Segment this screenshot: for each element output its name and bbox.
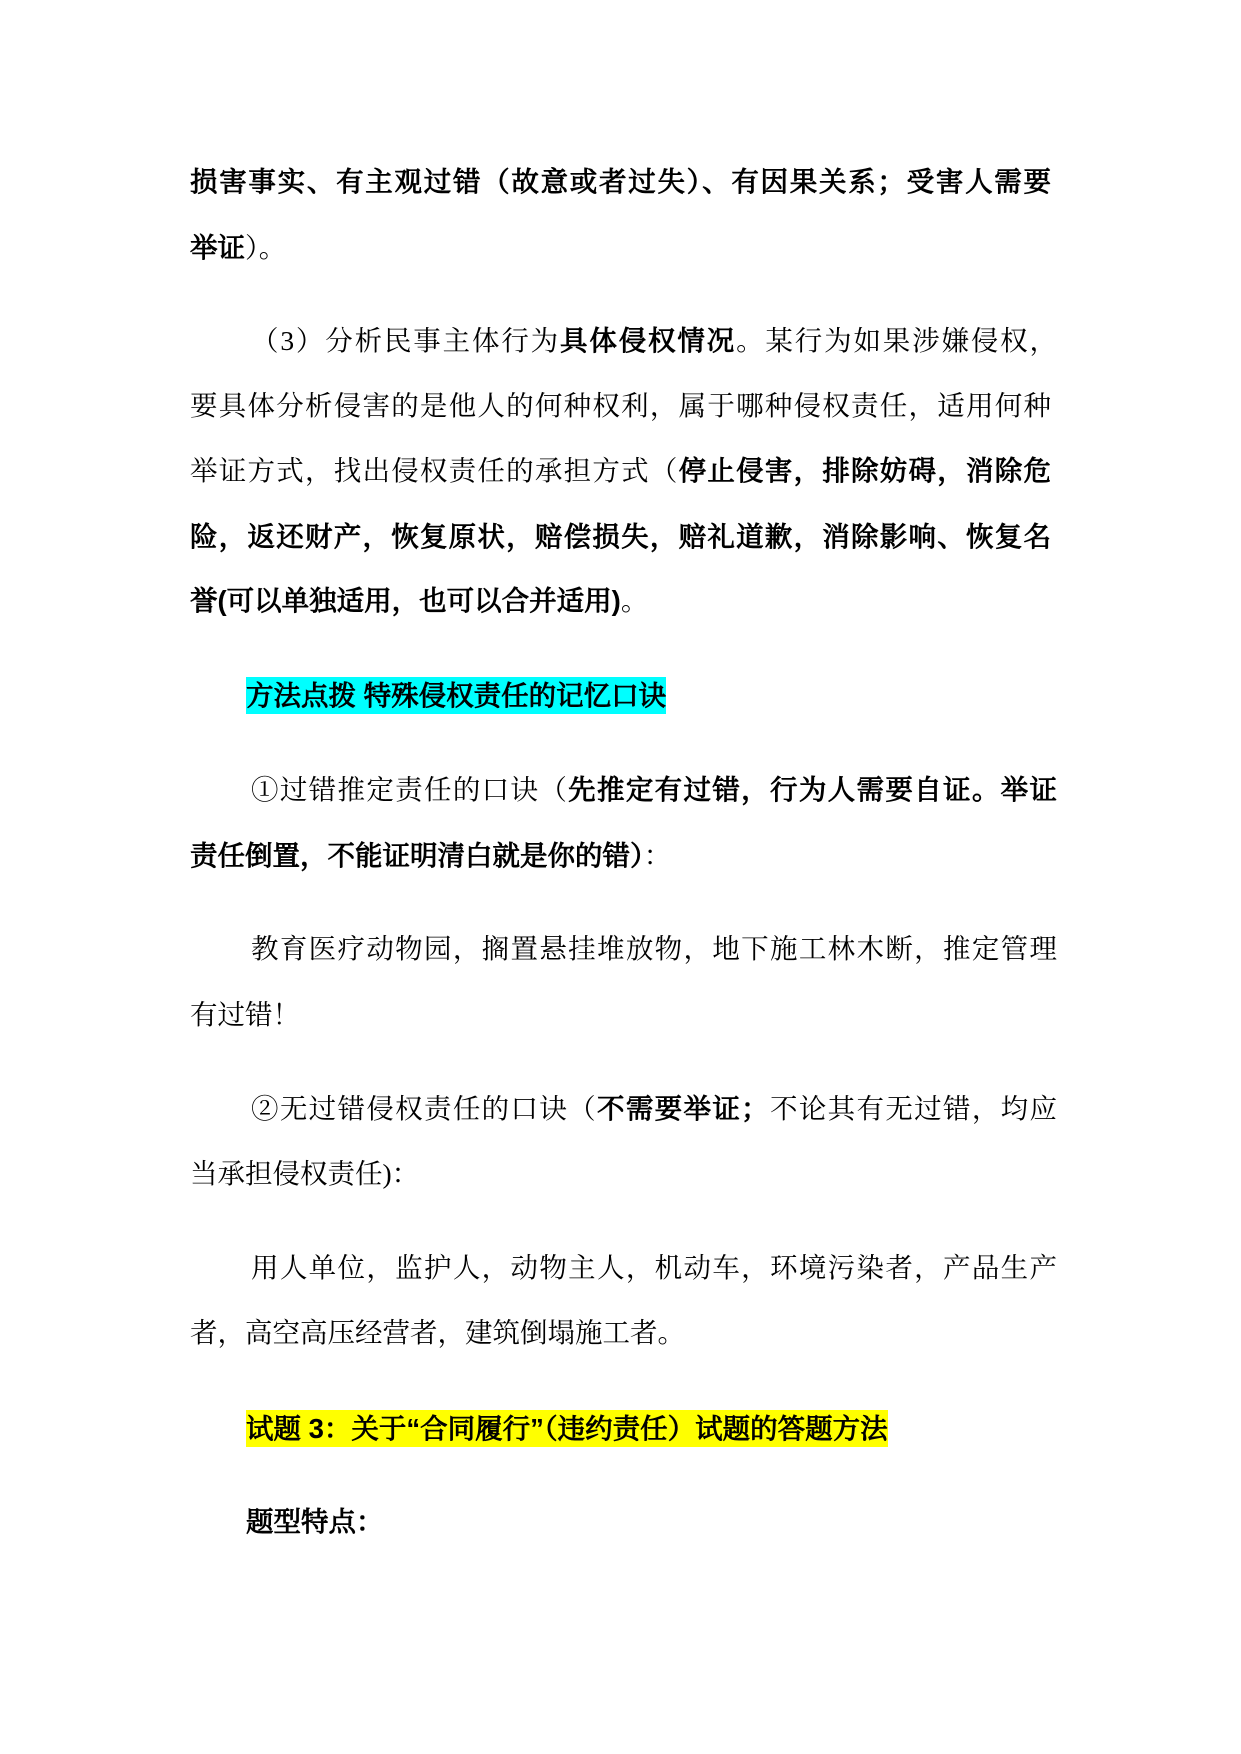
- body-text: ②无过错侵权责任的口诀（: [251, 1093, 597, 1124]
- text-line: [190, 997, 1051, 1033]
- text-line: [190, 1315, 1051, 1351]
- bold-text: 险，返还财产，恢复原状，赔偿损失，赔礼道歉，消除影响、恢复名: [190, 521, 1051, 552]
- bold-text: 具体侵权情况: [560, 325, 737, 356]
- highlighted-heading: 试题 3：关于“合同履行”（违约责任）试题的答题方法: [246, 1410, 888, 1447]
- bold-text: 责任倒置，不能证明清白就是你的错）: [190, 840, 644, 871]
- text-line: [190, 164, 1051, 200]
- body-text: ：: [643, 840, 672, 871]
- bold-text: 举证: [190, 232, 245, 263]
- body-text: ①过错推定责任的口诀（: [251, 774, 569, 805]
- text-line: [251, 1250, 1057, 1286]
- bold-text: 誉(可以单独适用，也可以合并适用): [190, 585, 621, 616]
- text-line: [251, 772, 1057, 808]
- section-heading: [246, 677, 1146, 713]
- subheading: [246, 1504, 1046, 1540]
- text-line: [190, 519, 1051, 555]
- body-text: 不论其有无过错，均应: [768, 1093, 1058, 1124]
- body-text: 。: [620, 585, 649, 616]
- body-text: 有过错！: [190, 999, 300, 1030]
- section-heading: [246, 1410, 1146, 1446]
- bold-text: 先推定有过错，行为人需要自证。举证: [568, 774, 1058, 805]
- text-line: [190, 230, 1051, 266]
- bold-text: 不需要举证；: [597, 1093, 769, 1124]
- body-text: 者，高空高压经营者，建筑倒塌施工者。: [190, 1317, 685, 1348]
- body-text: 举证方式，找出侵权责任的承担方式（: [190, 455, 679, 486]
- text-line: [190, 453, 1051, 489]
- bold-text: 停止侵害，排除妨碍，消除危: [678, 455, 1052, 486]
- text-line: [251, 323, 1057, 359]
- text-line: [190, 1156, 1051, 1192]
- body-text: 要具体分析侵害的是他人的何种权利，属于哪种侵权责任，适用何种: [190, 390, 1051, 421]
- text-line: [190, 388, 1051, 424]
- text-line: [251, 931, 1057, 967]
- body-text: 用人单位，监护人，动物主人，机动车，环境污染者，产品生产: [251, 1252, 1057, 1283]
- body-text: （3）分析民事主体行为: [251, 325, 561, 356]
- text-line: [190, 583, 1051, 619]
- body-text: 当承担侵权责任)：: [190, 1158, 420, 1189]
- highlighted-heading: 方法点拨 特殊侵权责任的记忆口诀: [246, 677, 666, 714]
- bold-text: 题型特点：: [246, 1506, 384, 1537]
- text-line: [190, 838, 1051, 874]
- body-text: 。某行为如果涉嫌侵权，: [736, 325, 1058, 356]
- body-text: 教育医疗动物园，搁置悬挂堆放物，地下施工林木断，推定管理: [251, 933, 1057, 964]
- text-line: [251, 1091, 1057, 1127]
- body-text: ）。: [245, 232, 287, 263]
- bold-text: 损害事实、有主观过错（故意或者过失）、有因果关系；受害人需要: [190, 166, 1051, 197]
